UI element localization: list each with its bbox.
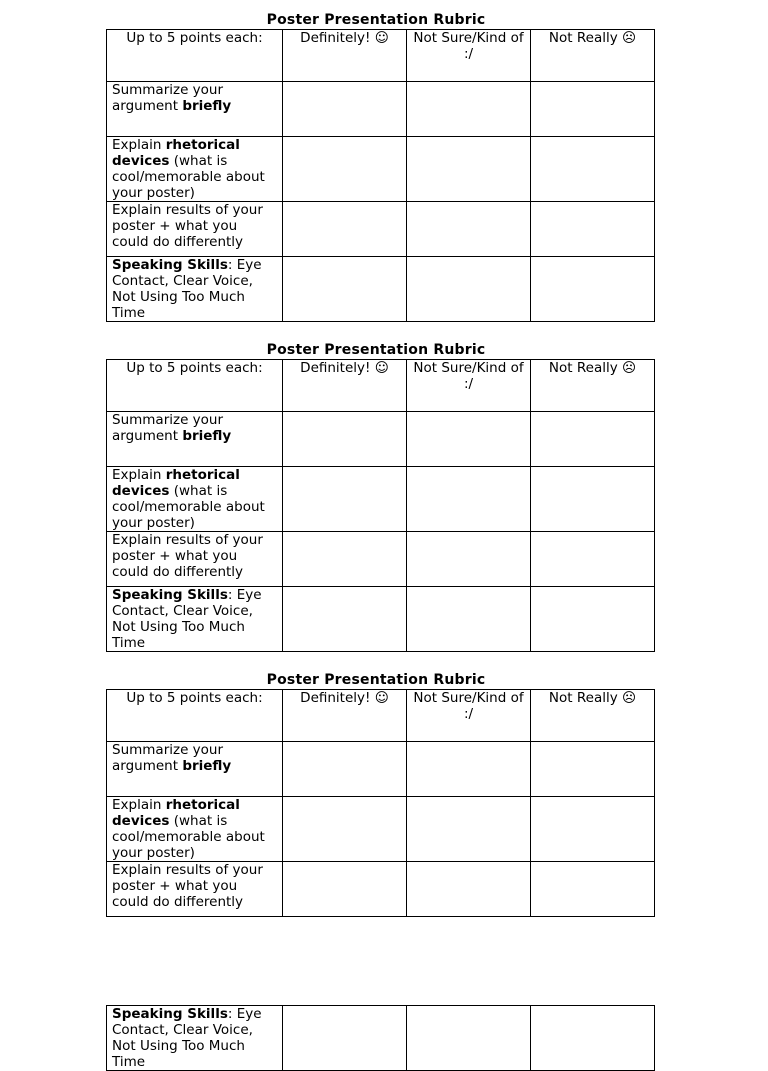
score-cell[interactable] (283, 137, 407, 202)
score-cell[interactable] (531, 1006, 655, 1071)
col-definitely: Definitely! ☺ (283, 690, 407, 742)
points-label: Up to 5 points each: (107, 360, 283, 412)
row-speaking (107, 1006, 655, 1071)
score-cell[interactable] (283, 412, 407, 467)
row-speaking (107, 587, 655, 652)
criterion-results: Explain results of your poster + what you could do differently (107, 532, 283, 587)
criterion-summarize: Summarize your argument briefly (107, 742, 283, 797)
score-cell[interactable] (531, 467, 655, 532)
rubric-3-table (106, 689, 655, 917)
header-row (107, 360, 655, 412)
score-cell[interactable] (407, 532, 531, 587)
score-cell[interactable] (531, 412, 655, 467)
score-cell[interactable] (283, 202, 407, 257)
score-cell[interactable] (407, 202, 531, 257)
header-row (107, 690, 655, 742)
rubric-1-table (106, 29, 655, 322)
row-results (107, 862, 655, 917)
row-summarize (107, 742, 655, 797)
criterion-speaking: Speaking Skills: Eye Contact, Clear Voice, Not Using Too Much Time (107, 257, 283, 322)
score-cell[interactable] (283, 82, 407, 137)
criterion-summarize: Summarize your argument briefly (107, 82, 283, 137)
criterion-results: Explain results of your poster + what you could do differently (107, 202, 283, 257)
score-cell[interactable] (407, 862, 531, 917)
header-row (107, 30, 655, 82)
col-not-really: Not Really ☹ (531, 690, 655, 742)
score-cell[interactable] (531, 742, 655, 797)
rubric-2-table (106, 359, 655, 652)
row-summarize (107, 82, 655, 137)
rubric-2-title: Poster Presentation Rubric (266, 342, 486, 358)
col-not-sure: Not Sure/Kind of :/ (407, 690, 531, 742)
score-cell[interactable] (283, 797, 407, 862)
row-summarize (107, 412, 655, 467)
col-not-really: Not Really ☹ (531, 30, 655, 82)
row-speaking (107, 257, 655, 322)
col-not-sure: Not Sure/Kind of :/ (407, 30, 531, 82)
score-cell[interactable] (407, 587, 531, 652)
rubric-3-continuation (106, 1005, 655, 1071)
criterion-speaking: Speaking Skills: Eye Contact, Clear Voice, Not Using Too Much Time (107, 1006, 283, 1071)
score-cell[interactable] (407, 742, 531, 797)
score-cell[interactable] (531, 587, 655, 652)
score-cell[interactable] (531, 532, 655, 587)
score-cell[interactable] (531, 137, 655, 202)
score-cell[interactable] (283, 862, 407, 917)
score-cell[interactable] (407, 467, 531, 532)
score-cell[interactable] (283, 467, 407, 532)
criterion-speaking: Speaking Skills: Eye Contact, Clear Voice, Not Using Too Much Time (107, 587, 283, 652)
score-cell[interactable] (407, 137, 531, 202)
score-cell[interactable] (531, 202, 655, 257)
score-cell[interactable] (283, 742, 407, 797)
criterion-summarize: Summarize your argument briefly (107, 412, 283, 467)
score-cell[interactable] (283, 532, 407, 587)
score-cell[interactable] (407, 412, 531, 467)
criterion-rhetorical: Explain rhetorical devices (what is cool/memorable about your poster) (107, 797, 283, 862)
criterion-rhetorical: Explain rhetorical devices (what is cool/memorable about your poster) (107, 467, 283, 532)
row-rhetorical (107, 797, 655, 862)
score-cell[interactable] (283, 1006, 407, 1071)
score-cell[interactable] (407, 797, 531, 862)
score-cell[interactable] (407, 257, 531, 322)
row-rhetorical (107, 137, 655, 202)
criterion-rhetorical: Explain rhetorical devices (what is cool/memorable about your poster) (107, 137, 283, 202)
score-cell[interactable] (531, 862, 655, 917)
score-cell[interactable] (283, 587, 407, 652)
score-cell[interactable] (531, 797, 655, 862)
rubric-1-title: Poster Presentation Rubric (266, 12, 486, 28)
row-results (107, 532, 655, 587)
score-cell[interactable] (531, 82, 655, 137)
score-cell[interactable] (531, 257, 655, 322)
row-results (107, 202, 655, 257)
criterion-results: Explain results of your poster + what you could do differently (107, 862, 283, 917)
row-rhetorical (107, 467, 655, 532)
col-definitely: Definitely! ☺ (283, 360, 407, 412)
points-label: Up to 5 points each: (107, 690, 283, 742)
points-label: Up to 5 points each: (107, 30, 283, 82)
score-cell[interactable] (407, 1006, 531, 1071)
score-cell[interactable] (407, 82, 531, 137)
col-not-really: Not Really ☹ (531, 360, 655, 412)
col-not-sure: Not Sure/Kind of :/ (407, 360, 531, 412)
rubric-3-title: Poster Presentation Rubric (266, 672, 486, 688)
col-definitely: Definitely! ☺ (283, 30, 407, 82)
score-cell[interactable] (283, 257, 407, 322)
